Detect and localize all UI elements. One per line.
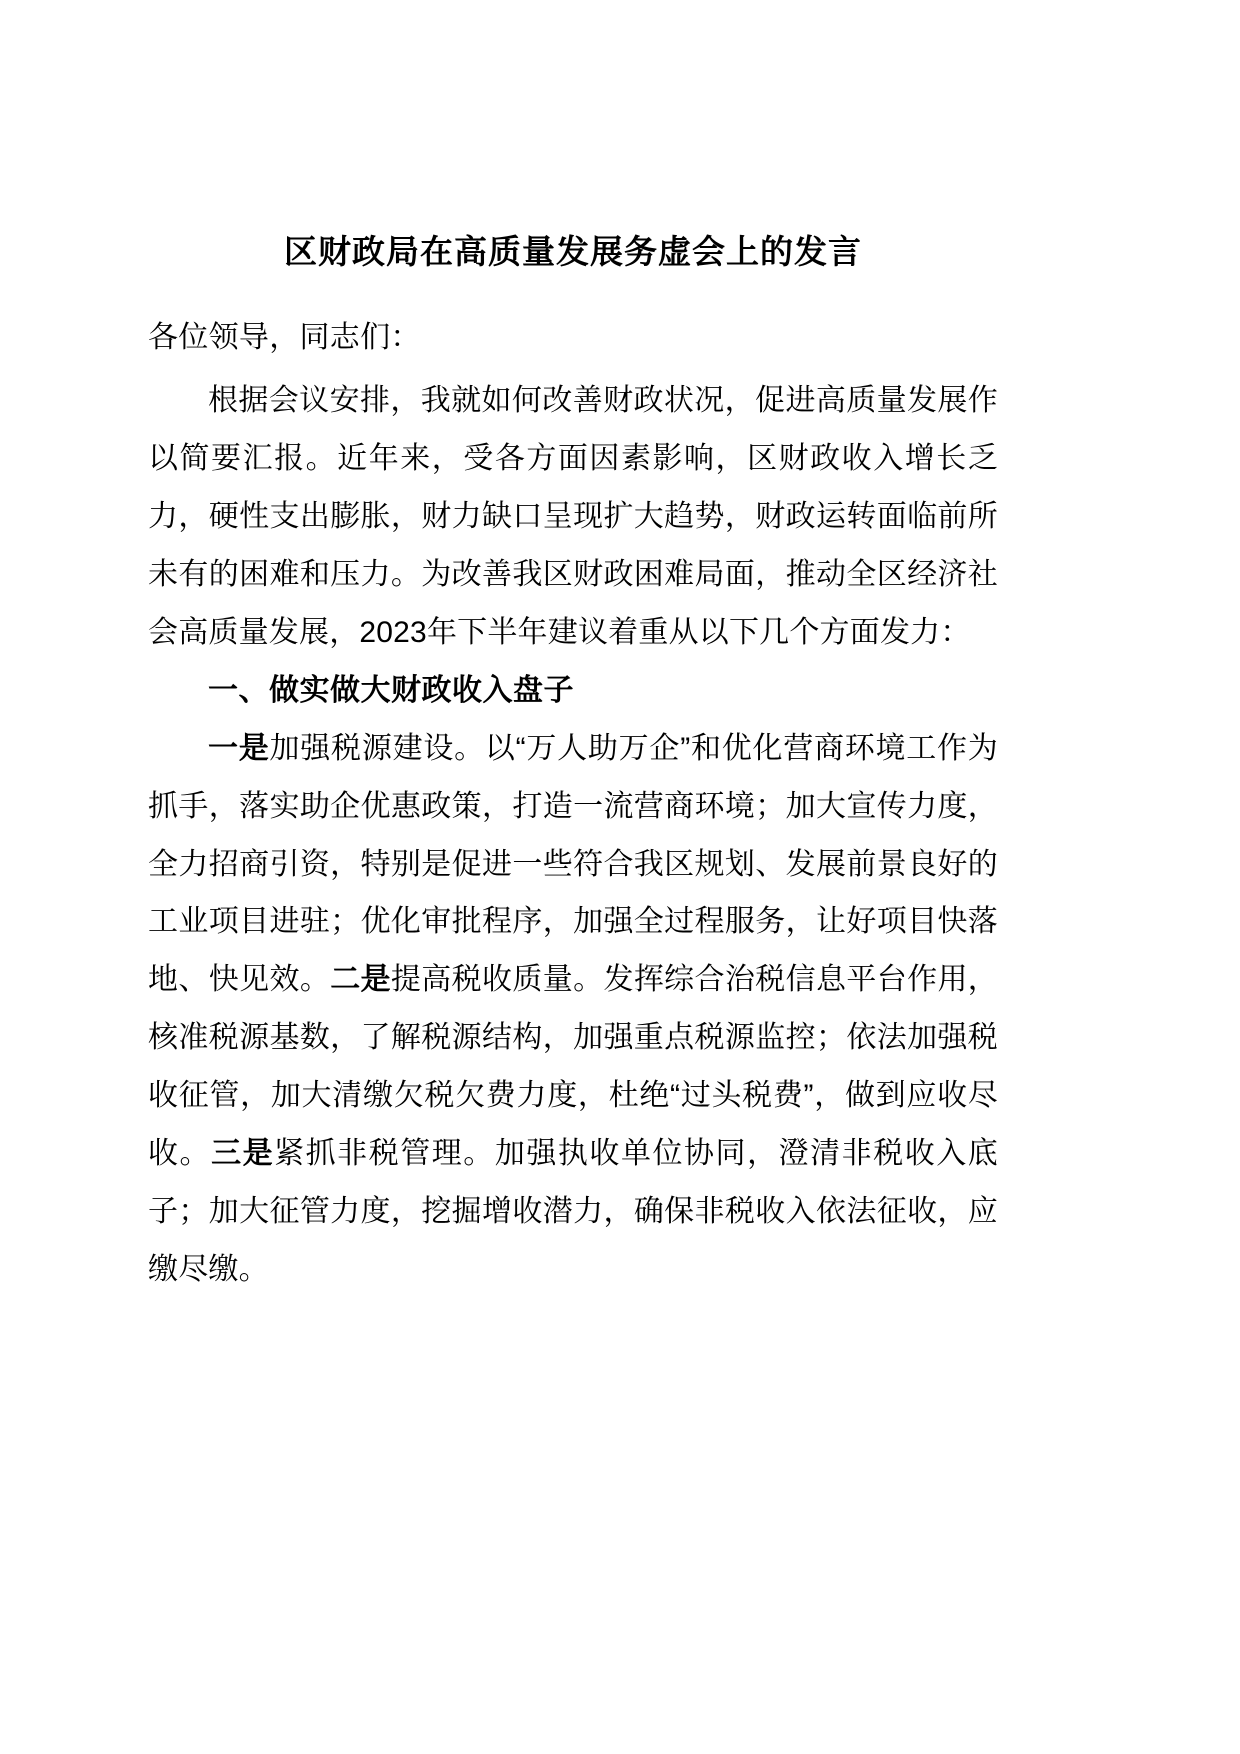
run-text-yi-shi: 加强税源建设。以“万人助万企”和优化营商环境工作为抓手，落实助企优惠政策，打造一流营商环境；加大宣传力度，全力招商引资，特别是促进一些符合我区规划、发展前景良好的工业项目进驻；优化审批程序，加强全过程服务，让好项目快落地、快见效。: [148, 731, 998, 997]
page-title: 区财政局在高质量发展务虚会上的发言: [284, 233, 862, 270]
run-bold-yi-shi: 一是: [208, 731, 270, 765]
document-body: [148, 228, 998, 1299]
intro-paragraph: 根据会议安排，我就如何改善财政状况，促进高质量发展作以简要汇报。近年来，受各方面因素影响，区财政收入增长乏力，硬性支出膨胀，财力缺口呈现扩大趋势，财政运转面临前所未有的困难和压力。为改善我区财政困难局面，推动全区经济社会高质量发展，2023年下半年建议着重从以下几个方面发力：: [148, 384, 998, 649]
run-bold-san-shi: 三是: [211, 1137, 275, 1171]
section-1-paragraph: [148, 720, 998, 1299]
run-text-er-shi: 提高税收质量。发挥综合治税信息平台作用，核准税源基数，了解税源结构，加强重点税源监控；依法加强税收征管，加大清缴欠税欠费力度，杜绝“过头税费”，做到应收尽收。: [148, 963, 999, 1171]
section-heading-1: 一、做实做大财政收入盘子: [208, 673, 574, 707]
run-bold-er-shi: 二是: [330, 963, 391, 997]
salutation-line: 各位领导，同志们：: [148, 320, 421, 354]
run-text-san-shi: 紧抓非税管理。加强执收单位协同，澄清非税收入底子；加大征管力度，挖掘增收潜力，确保非税收入依法征收，应缴尽缴。: [148, 1137, 998, 1286]
